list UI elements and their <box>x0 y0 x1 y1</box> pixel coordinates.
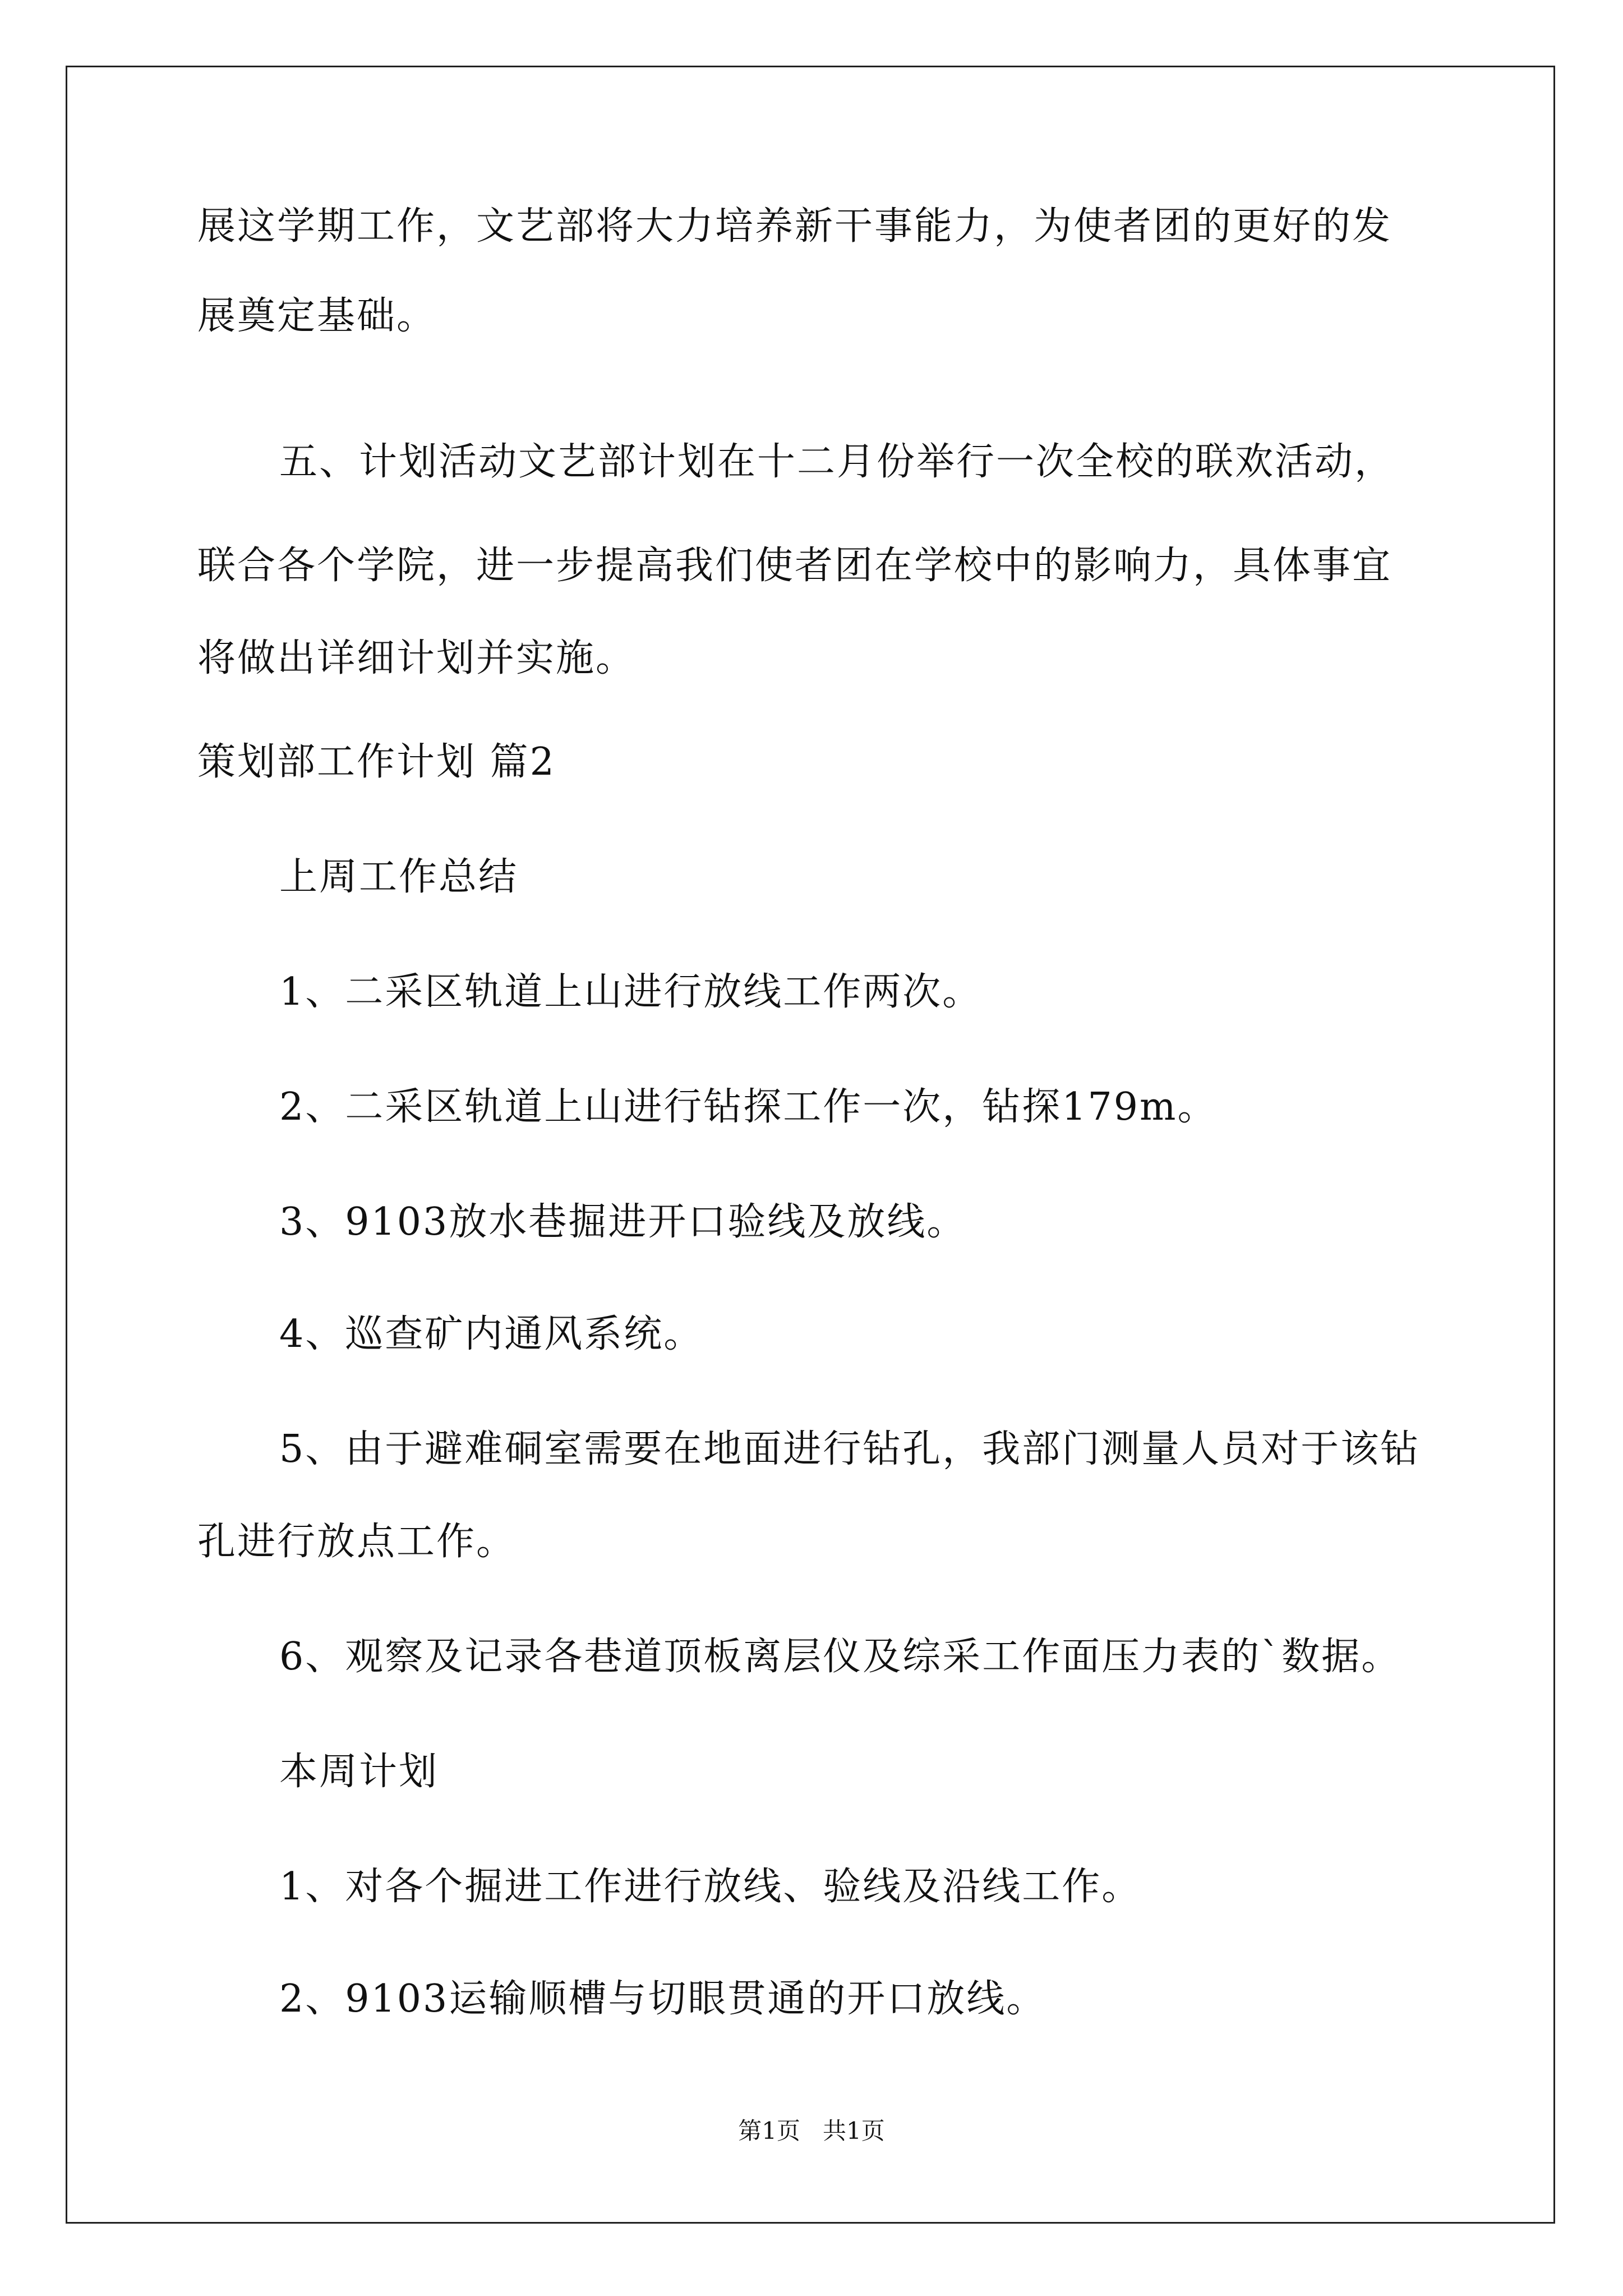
list-item: 2、9103运输顺槽与切眼贯通的开口放线。 <box>279 1977 1046 2021</box>
page-footer: 第1页 共1页 <box>738 2117 885 2145</box>
paragraph-line: 展奠定基础。 <box>197 294 437 338</box>
paragraph-line: 联合各个学院，进一步提高我们使者团在学校中的影响力，具体事宜 <box>197 544 1393 588</box>
list-item: 3、9103放水巷掘进开口验线及放线。 <box>279 1200 967 1244</box>
list-item: 6、观察及记录各巷道顶板离层仪及综采工作面压力表的`数据。 <box>279 1635 1401 1679</box>
paragraph-line: 展这学期工作，文艺部将大力培养新干事能力，为使者团的更好的发 <box>197 204 1393 249</box>
list-item: 5、由于避难硐室需要在地面进行钻孔，我部门测量人员对于该钻 <box>279 1427 1421 1471</box>
article-title: 策划部工作计划 篇2 <box>197 740 556 784</box>
list-item: 1、二采区轨道上山进行放线工作两次。 <box>279 970 983 1014</box>
subheading-last-week: 上周工作总结 <box>279 855 519 899</box>
list-item: 1、对各个掘进工作进行放线、验线及沿线工作。 <box>279 1865 1142 1909</box>
subheading-this-week: 本周计划 <box>279 1750 439 1794</box>
paragraph-line: 将做出详细计划并实施。 <box>197 636 636 680</box>
list-item: 2、二采区轨道上山进行钻探工作一次，钻探179m。 <box>279 1085 1218 1129</box>
section-heading-five: 五、计划活动文艺部计划在十二月份举行一次全校的联欢活动， <box>279 440 1395 484</box>
list-item-continuation: 孔进行放点工作。 <box>197 1520 517 1564</box>
list-item: 4、巡查矿内通风系统。 <box>279 1312 704 1356</box>
